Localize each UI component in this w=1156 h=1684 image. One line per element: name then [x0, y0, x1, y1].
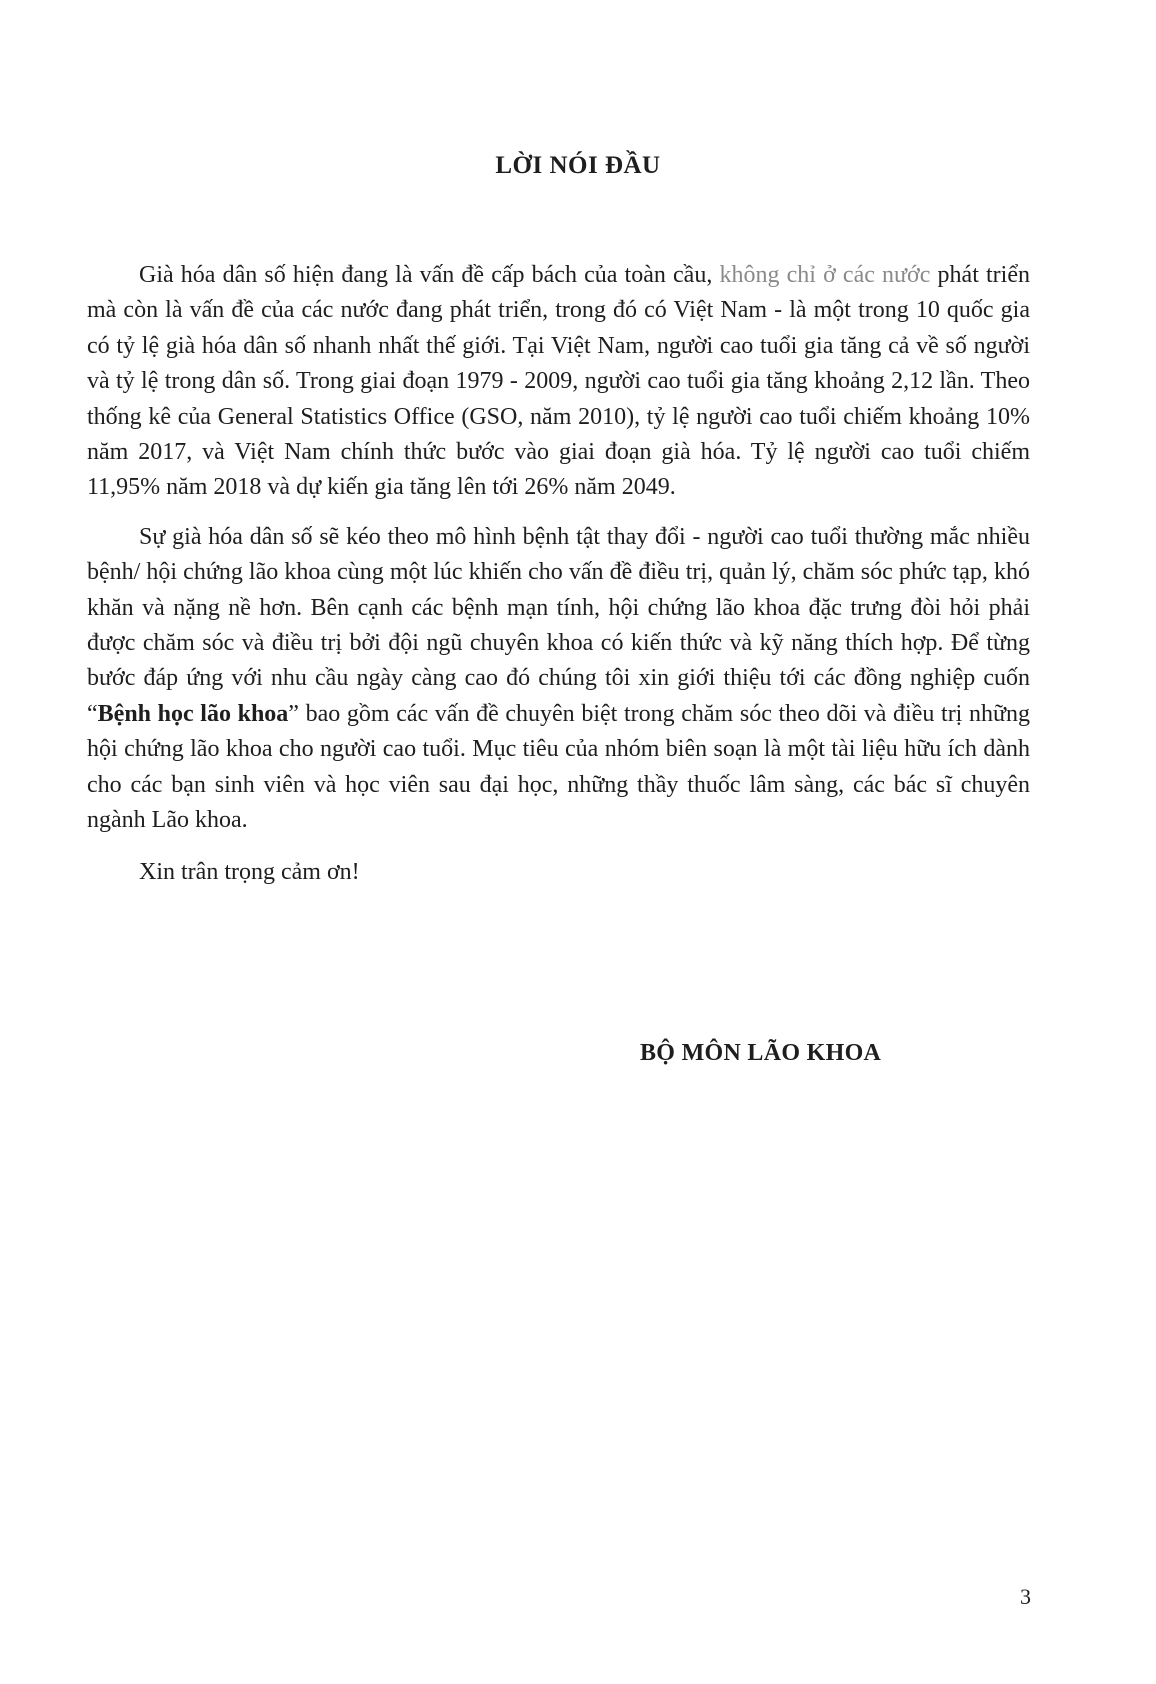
paragraph-2-text-start: Sự già hóa dân số sẽ kéo theo mô hình bệnh tật thay đổi - người cao tuổi thường mắc nhiều bệnh/ hội chứng lão khoa cùng một lúc khiến cho vấn đề điều trị, quản lý, chăm sóc phức tạp, khó khăn và nặng nề hơn. Bên cạnh các bệnh mạn tính, hội chứng lão khoa đặc trưng đòi hỏi phải được chăm sóc và điều trị bởi đội ngũ chuyên khoa có kiến thức và kỹ năng thích hợp. Để từng bước đáp ứng với nhu cầu ngày càng cao đó chúng tôi xin giới thiệu tới các đồng nghiệp cuốn “ [87, 523, 1030, 727]
document-body [87, 258, 1030, 890]
paragraph-1-text-start: Già hóa dân số hiện đang là vấn đề cấp bách của toàn cầu, [139, 262, 720, 288]
paragraph-population-aging [87, 258, 1030, 506]
paragraph-1-faded-text: không chỉ ở các nước [719, 262, 931, 288]
paragraph-1-text-end: phát triển mà còn là vấn đề của các nước đang phát triển, trong đó có Việt Nam - là một trong 10 quốc gia có tỷ lệ già hóa dân số nhanh nhất thế giới. Tại Việt Nam, người cao tuổi gia tăng cả về số người và tỷ lệ trong dân số. Trong giai đoạn 1979 - 2009, người cao tuổi gia tăng khoảng 2,12 lần. Theo thống kê của General Statistics Office (GSO, năm 2010), tỷ lệ người cao tuổi chiếm khoảng 10% năm 2017, và Việt Nam chính thức bước vào giai đoạn già hóa. Tỷ lệ người cao tuổi chiếm 11,95% năm 2018 và dự kiến gia tăng lên tới 26% năm 2049. [87, 262, 1030, 501]
page-number: 3 [1020, 1584, 1031, 1609]
paragraph-2-text-end: ” bao gồm các vấn đề chuyên biệt trong chăm sóc theo dõi và điều trị những hội chứng lão khoa cho người cao tuổi. Mục tiêu của nhóm biên soạn là một tài liệu hữu ích dành cho các bạn sinh viên và học viên sau đại học, những thầy thuốc lâm sàng, các bác sĩ chuyên ngành Lão khoa. [87, 700, 1030, 834]
closing-line: Xin trân trọng cảm ơn! [139, 858, 360, 885]
book-title: Bệnh học lão khoa [97, 700, 289, 727]
paragraph-geriatric-book [87, 520, 1030, 839]
page-title: LỜI NÓI ĐẦU [495, 152, 661, 179]
signature-department: BỘ MÔN LÃO KHOA [640, 1040, 882, 1066]
